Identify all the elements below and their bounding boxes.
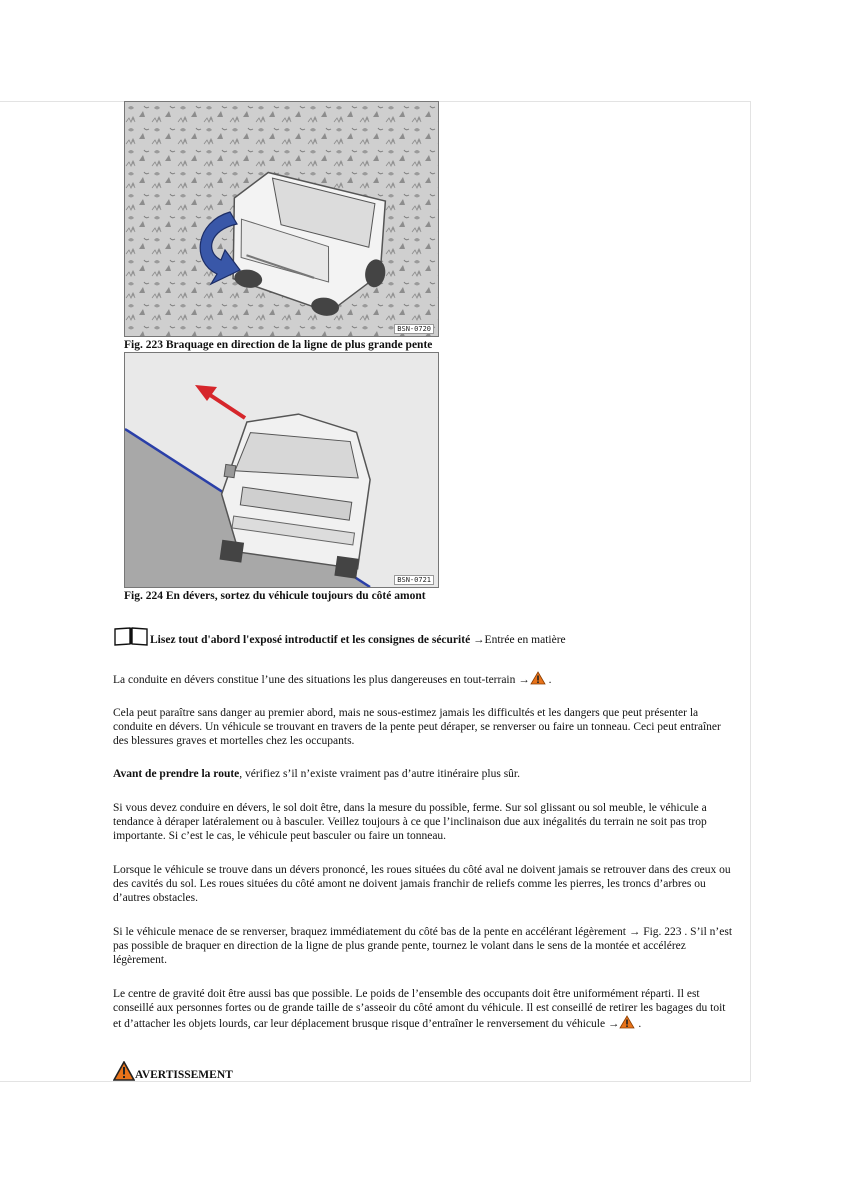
warning-triangle-icon[interactable]	[619, 1015, 635, 1029]
paragraph-4: Si vous devez conduire en dévers, le sol doit être, dans la mesure du possible, ferme. Sur sol glissant ou sol meuble, le véhicule a tendance à déraper latéralement ou à basculer. Veillez toujours à ce que l’inclinaison due aux inégalités du terrain ne soit pas trop importante. Si c’est le cas, le véhicule peut basculer ou faire un tonneau.	[113, 802, 707, 842]
paragraph-5: Lorsque le véhicule se trouve dans un dévers prononcé, les roues situées du côté aval ne doivent jamais se retrouver dans des creux ou des cavités du sol. Les roues situées du côté amont ne doivent jamais franchir de reliefs comme les pierres, les troncs d’arbres ou d’autres obstacles.	[113, 864, 731, 904]
warning-title: AVERTISSEMENT	[135, 1069, 233, 1081]
paragraph-bold: Avant de prendre la route	[113, 768, 240, 780]
figure-224	[124, 352, 439, 588]
paragraph-2: Cela peut paraître sans danger au premier abord, mais ne sous-estimez jamais les difficultés et les dangers que peut présenter la conduite en dévers. Un véhicule se trouvant en travers de la pente peut déraper, se renverser ou faire un tonneau. Ceci peut entraîner des blessures graves et mortelles chez les occupants.	[113, 707, 721, 747]
paragraph-text: , vérifiez s’il n’existe vraiment pas d’autre itinéraire plus sûr.	[239, 768, 520, 780]
warning-triangle-icon[interactable]	[530, 671, 546, 685]
figure-223	[124, 101, 439, 337]
paragraph-3	[113, 767, 733, 781]
figure-code: BSN-0720	[394, 324, 434, 334]
figure-224-caption: Fig. 224 En dévers, sortez du véhicule toujours du côté amont	[124, 590, 426, 602]
paragraph-text: Le centre de gravité doit être aussi bas que possible. Le poids de l’ensemble des occupants doit être uniformément réparti. Il est conseillé aux personnes fortes ou de grande taille de s’asseoir du côté amont du véhicule. Il est conseillé de retirer les bagages du toit et d’attacher les objets lourds, car leur déplacement brusque risque d’entraîner le renversement du véhicule →	[113, 988, 726, 1030]
book-icon	[113, 626, 149, 646]
car-steering-downhill-illustration	[125, 102, 438, 336]
intro-text: Lisez tout d'abord l'exposé introductif et les consignes de sécurité	[150, 634, 471, 646]
paragraph-7	[113, 987, 733, 1031]
figure-code: BSN-0721	[394, 575, 434, 585]
car-on-slope-exit-illustration	[125, 353, 438, 587]
paragraph-suffix: .	[545, 674, 552, 686]
warning-triangle-icon	[113, 1061, 135, 1081]
warning-heading	[113, 1061, 233, 1081]
paragraph-6: Si le véhicule menace de se renverser, braquez immédiatement du côté bas de la pente en accélérant légèrement → Fig. 223 . S’il n’est pas possible de braquer en direction de la ligne de plus grande pente, tournez le volant dans le sens de la montée et accélérez légèrement.	[113, 926, 733, 966]
paragraph-1	[113, 671, 733, 687]
intro-line	[113, 626, 566, 646]
intro-link[interactable]: →Entrée en matière	[473, 634, 566, 646]
paragraph-suffix: .	[635, 1018, 642, 1030]
paragraph-text: La conduite en dévers constitue l’une des situations les plus dangereuses en tout-terrain →	[113, 674, 530, 686]
figure-223-caption: Fig. 223 Braquage en direction de la ligne de plus grande pente	[124, 339, 433, 351]
